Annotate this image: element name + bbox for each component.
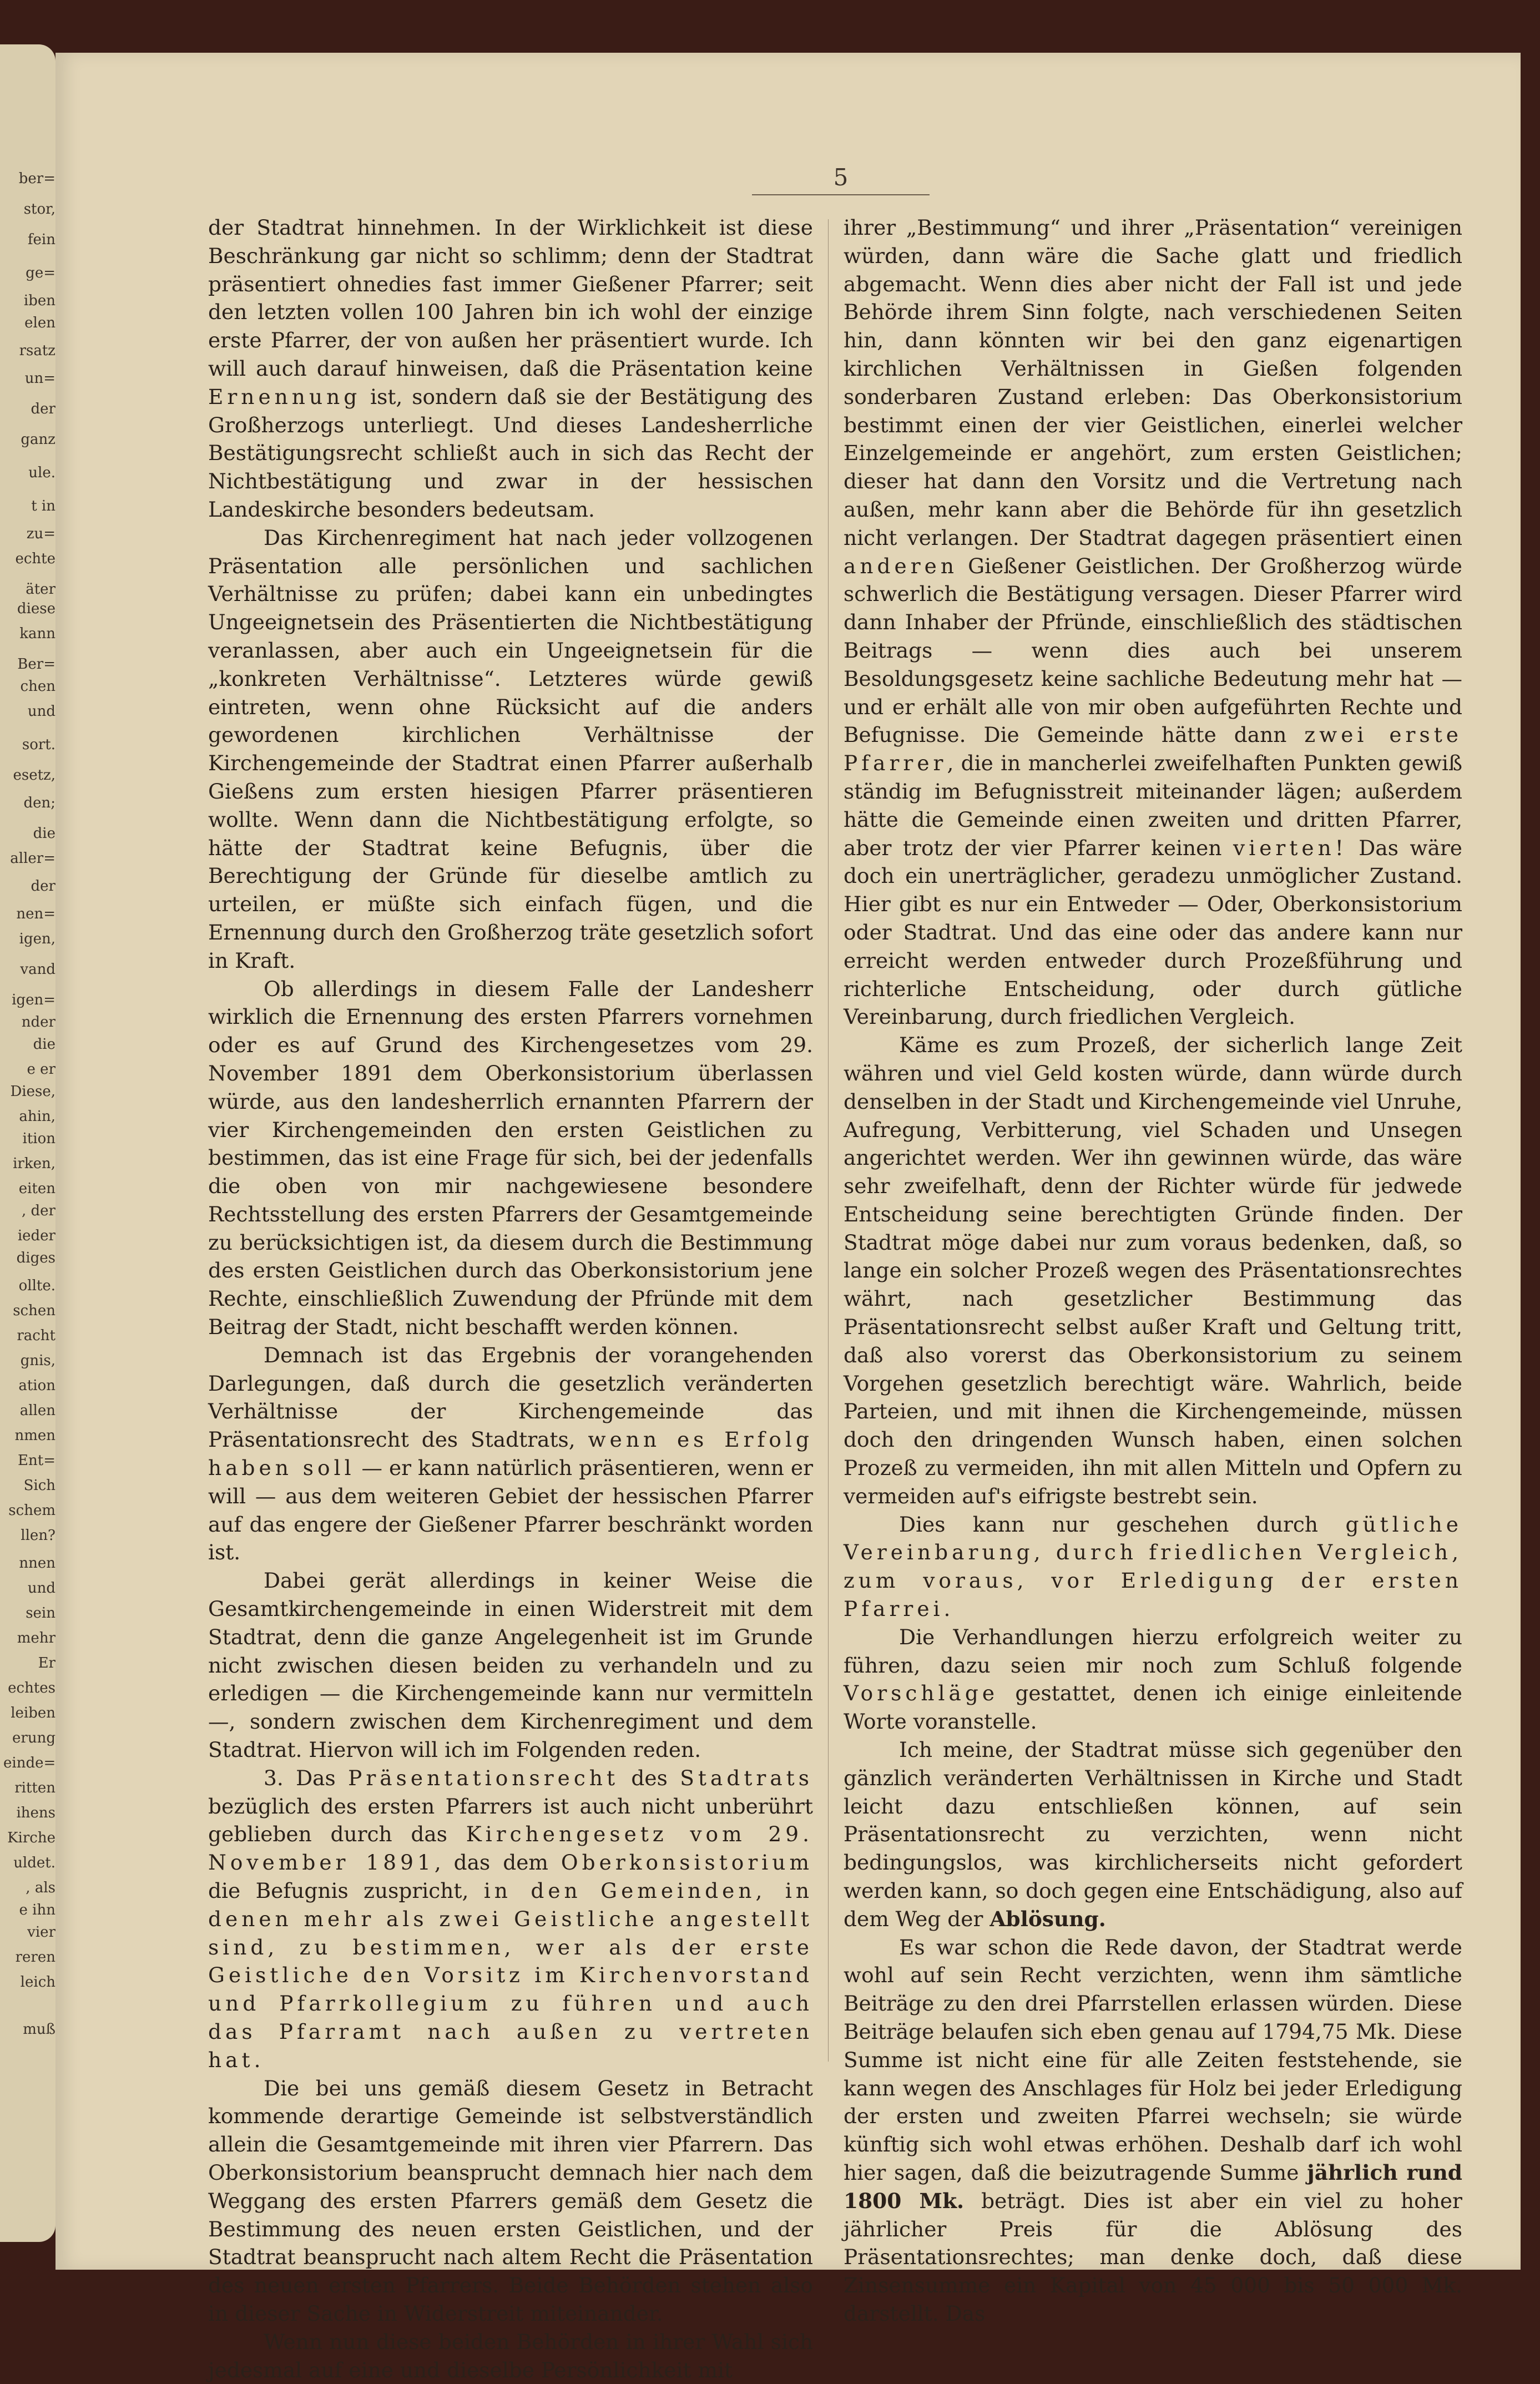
facing-page-fragment: die — [33, 1036, 55, 1053]
facing-page-fragment: zu= — [26, 526, 55, 542]
text-run: Es war schon die Rede davon, der Stadtrat werde wohl auf sein Recht verzichten, wenn ihm sämtliche Beiträge zu den drei Pfarrstellen erlassen würden. Diese Beiträge belaufen sich eben genau auf 1794,75 Mk. Diese Summe ist nicht eine für alle Zeiten feststehende, sie kann wegen des Anschlages für Holz bei jeder Erledigung der ersten und zweiten Pfarrei wechseln; sie würde künftig sich wohl etwas erhöhen. Deshalb darf ich wohl hier sagen, daß die beizutragende Summe — [844, 1935, 1462, 2185]
facing-page-fragment: und — [27, 703, 55, 720]
facing-page-fragment: igen= — [12, 992, 55, 1008]
text-run: die Befugnis zuspricht, — [208, 1878, 484, 1903]
text-column-right — [844, 214, 1462, 2326]
facing-page-fragment: diges — [16, 1250, 55, 1266]
facing-page-fragment: nder — [21, 1014, 55, 1031]
text-run: gestattet, denen ich einige einleitende Worte voranstelle. — [844, 1681, 1462, 1734]
facing-page-fragment: erung — [12, 1730, 55, 1746]
facing-page-fragment: rsatz — [19, 342, 55, 359]
facing-page-fragment: chen — [20, 678, 55, 695]
facing-page-fragment: gnis, — [20, 1352, 55, 1369]
facing-page-fragment: ollte. — [18, 1277, 55, 1294]
facing-page-fragment: fein — [27, 231, 55, 248]
text-run: wenn es Erfolg haben soll — [208, 1427, 813, 1481]
facing-page-fragment: aller= — [10, 850, 55, 867]
facing-page-fragment: leiben — [11, 1705, 55, 1721]
text-run: , das dem — [434, 1850, 561, 1875]
facing-page-fragment: vier — [27, 1924, 55, 1941]
facing-page-fragment: Sich — [23, 1477, 55, 1494]
text-run: Käme es zum Prozeß, der sicherlich lange Zeit währen und viel Geld kosten würde, dann würde durch denselben in der Stadt und Kirchengemeinde viel Unruhe, Aufregung, Verbitterung, viel Schaden und Unsegen angerichtet werden. Wer ihn gewinnen würde, das wäre sehr zweifelhaft, denn der Richter würde für jedwede Entscheidung seine berechtigten Gründe finden. Der Stadtrat möge dabei nur zum voraus bedenken, daß, so lange ein solcher Prozeß wegen des Präsentationsrechtes währt, nach gesetzlicher Bestimmung das Präsentationsrecht selbst außer Kraft und Geltung tritt, daß also vorerst das Oberkonsistorium zu seinem Vorgehen gesetzlich berechtigt wäre. Wahrlich, beide Parteien, und mit ihnen die Kirchengemeinde, müssen doch den dringenden Wunsch haben, einen solchen Prozeß zu vermeiden, ihn mit allen Mitteln und Opfern zu vermeiden auf's eifrigste bestrebt sein. — [844, 1033, 1462, 1508]
text-run: Gießener Geistlichen. Der Großherzog würde schwerlich die Bestätigung versagen. Dieser Pfarrer wird dann Inhaber der Pfründe, einschließlich des städtischen Beitrags — wenn dies auch bei unserem Besoldungsgesetz keine sachliche Bedeutung mehr hat — und er erhält alle von mir oben aufgeführten Rechte und Befugnisse. Die Gemeinde hätte dann — [844, 553, 1462, 747]
text-run: anderen — [844, 553, 958, 578]
facing-page-fragment: un= — [24, 370, 55, 387]
text-run: beträgt. Dies ist aber ein viel zu hoher jährlicher Preis für die Ablösung des Präsentationsrechtes; man denke doch, daß diese Zinsensumme ein Kapital von 45 000 bis 50 000 Mk. darstellt. Das — [844, 2188, 1462, 2326]
text-run: der Stadtrat hinnehmen. In der Wirklichkeit ist diese Beschränkung gar nicht so schlimm; denn der Stadtrat präsentiert ohnedies fast immer Gießener Pfarrer; seit den letzten vollen 100 Jahren bin ich wohl der einzige erste Pfarrer, der von außen her präsentiert wurde. Ich will auch darauf hinweisen, daß die Präsentation keine — [208, 215, 813, 381]
facing-page-fragment: den; — [23, 795, 55, 811]
facing-page-fragment: einde= — [3, 1755, 55, 1771]
text-run: 3. Das — [264, 1765, 349, 1790]
facing-page-fragment: nen= — [16, 906, 55, 922]
text-run: in den Gemeinden, in denen mehr als zwei Geistliche angestellt sind, zu bestimmen, wer als der erste Geistliche den Vorsitz im Kirchenvorstand und Pfarrkollegium zu führen und auch das Pfarramt nach außen zu vertreten hat. — [208, 1878, 813, 2072]
facing-page-fragment: ritten — [14, 1780, 55, 1796]
text-run: ist, sondern daß sie der Bestätigung des Großherzogs unterliegt. Und dieses Landesherrliche Bestätigungsrecht schließt auch in sich das Recht der Nichtbestätigung und zwar in der hessischen Landeskirche besonders bedeutsam. — [208, 384, 813, 522]
text-run: Kirchengesetz vom 29. November 1891 — [208, 1822, 813, 1875]
paragraph — [208, 1764, 813, 2074]
text-run: Dies kann nur geschehen durch — [899, 1512, 1346, 1537]
text-run: Stadtrats — [680, 1765, 813, 1790]
facing-page-fragment: nmen — [14, 1427, 55, 1444]
facing-page-fragment: ganz — [21, 431, 55, 448]
page-number: 5 — [833, 164, 849, 191]
facing-page-fragment: reren — [15, 1949, 55, 1966]
facing-page-fragment: stor, — [23, 201, 55, 218]
facing-page-fragment: allen — [19, 1402, 55, 1419]
facing-page-fragment: e ihn — [19, 1902, 55, 1918]
facing-page-fragment: t in — [31, 498, 55, 514]
text-run: Präsentationsrecht — [348, 1765, 619, 1790]
text-run: Vorschläge — [844, 1681, 999, 1706]
facing-page-fragment: ule. — [28, 464, 55, 481]
facing-page-fragment: sort. — [22, 736, 55, 753]
text-run: Das wäre doch ein unerträglicher, geradezu unmöglicher Zustand. Hier gibt es nur ein Entweder — Oder, Oberkonsistorium oder Stadtrat. Und das eine oder das andere kann nur erreicht werden entweder durch Prozeßführung und richterliche Entscheidung, oder durch gütliche Vereinbarung, durch friedlichen Vergleich. — [844, 835, 1462, 1029]
paragraph — [208, 2328, 813, 2384]
paragraph — [208, 1341, 813, 1567]
facing-page-fragment: ahin, — [19, 1108, 55, 1125]
text-run: Oberkonsistorium — [561, 1850, 813, 1875]
facing-page-fragment: uldet. — [13, 1855, 55, 1871]
facing-page-fragment: elen — [24, 315, 55, 331]
facing-page-fragment: ation — [18, 1377, 55, 1394]
facing-page-fragment: Er — [38, 1655, 55, 1671]
paragraph — [208, 1567, 813, 1764]
text-run: jährlich rund 1800 Mk. — [844, 2160, 1462, 2213]
facing-page-fragment: Diese, — [10, 1083, 55, 1100]
facing-page-fragment: kann — [19, 625, 55, 642]
facing-page-fragment: ihens — [16, 1805, 55, 1821]
text-run: gütliche Vereinbarung, durch friedlichen Vergleich, zum voraus, vor Erledigung der ersten Pfarrei. — [844, 1512, 1462, 1622]
facing-page-fragment: , als — [26, 1880, 55, 1896]
facing-page-fragment: e er — [27, 1061, 55, 1078]
facing-page-edge — [0, 44, 55, 2242]
facing-page-fragment: diese — [17, 600, 55, 617]
paragraph — [844, 1623, 1462, 1736]
document-page — [55, 53, 1521, 2382]
text-run: ihrer „Bestimmung“ und ihrer „Präsentation“ vereinigen würden, dann wäre die Sache glatt und friedlich abgemacht. Wenn dies aber nicht der Fall ist und jede Behörde ihrem Sinn folgte, nach verschiedenen Seiten hin, dann könnten wir bei den ganz eigenartigen kirchlichen Verhältnissen in Gießen folgenden sonderbaren Zustand erleben: Das Oberkonsistorium bestimmt einen der vier Geistlichen, einerlei welcher Einzelgemeinde er angehört, zum ersten Geistlichen; dieser hat dann den Vorsitz und die Vertretung nach außen, mehr kann aber die Behörde für ihn gesetzlich nicht verlangen. Der Stadtrat dagegen präsentiert einen — [844, 215, 1462, 550]
facing-page-fragment: echtes — [8, 1680, 55, 1696]
facing-page-fragment: schem — [8, 1502, 55, 1519]
paragraph — [844, 214, 1462, 1031]
facing-page-fragment: muß — [23, 2021, 55, 2038]
text-run: bezüglich des ersten Pfarrers ist auch nicht unberührt geblieben durch das — [208, 1794, 813, 1847]
paragraph — [844, 1031, 1462, 1511]
facing-page-fragment: igen, — [19, 931, 55, 947]
text-run: Die bei uns gemäß diesem Gesetz in Betracht kommende derartige Gemeinde ist selbstverständlich allein die Gesamtgemeinde mit ihren vier Pfarrern. Das Oberkonsistorium beansprucht demnach hier nach dem Weggang des ersten Pfarrers gemäß dem Gesetz die Bestimmung des neuen ersten Geistlichen, und der Stadtrat beansprucht nach altem Recht die Präsentation des neuen ersten Pfarrers. Beide Behörden stehen also in dieser Sache in Widerstreit miteinander. — [208, 2075, 813, 2326]
facing-page-fragment: ieder — [17, 1228, 55, 1244]
paragraph — [844, 1511, 1462, 1623]
text-column-left — [208, 214, 813, 2382]
text-run: Das Kirchenregiment hat nach jeder vollzogenen Präsentation alle persönlichen und sachlichen Verhältnisse zu prüfen; dabei kann ein unbedingtes Ungeeignetsein des Präsentierten die Nichtbestätigung veranlassen, aber auch ein Ungeeignetsein für die „konkreten Verhältnisse“. Letzteres würde gewiß eintreten, wenn ohne Rücksicht auf die anders gewordenen kirchlichen Verhältnisse der Kirchengemeinde der Stadtrat einen Pfarrer außerhalb Gießens zum ersten hiesigen Pfarrer präsentieren wollte. Wenn dann die Nichtbestätigung erfolgte, so hätte der Stadtrat keine Befugnis, über die Berechtigung der Gründe für dieselbe amtlich zu urteilen, er müßte sich einfach fügen, und die Ernennung durch den Großherzog träte gesetzlich sofort in Kraft. — [208, 525, 813, 973]
text-run: zwei erste Pfarrer — [844, 723, 1462, 776]
facing-page-fragment: der — [31, 878, 55, 895]
text-run: des — [619, 1765, 680, 1790]
facing-page-fragment: echte — [15, 550, 55, 567]
facing-page-fragment: ber= — [18, 170, 55, 187]
text-run: Ernennung — [208, 384, 361, 409]
paragraph — [208, 2074, 813, 2328]
facing-page-fragment: schen — [13, 1302, 55, 1319]
column-divider — [828, 219, 829, 2062]
facing-page-fragment: nnen — [19, 1555, 55, 1572]
text-run: Die Verhandlungen hierzu erfolgreich weiter zu führen, dazu seien mir noch zum Schluß folgende — [844, 1624, 1462, 1678]
facing-page-fragment: äter — [26, 581, 55, 598]
facing-page-fragment: eiten — [18, 1180, 55, 1197]
text-run: — er kann natürlich präsentieren, wenn er will — aus dem weiteren Gebiet der hessischen Pfarrer auf das engere der Gießener Pfarrer beschränkt worden ist. — [208, 1456, 813, 1565]
facing-page-fragment: Ber= — [17, 656, 55, 673]
header-rule — [752, 194, 930, 195]
facing-page-fragment: mehr — [17, 1630, 55, 1646]
facing-page-fragment: racht — [17, 1327, 55, 1344]
facing-page-fragment: der — [31, 401, 55, 417]
facing-page-fragment: iben — [23, 292, 55, 309]
facing-page-fragment: llen? — [21, 1527, 55, 1544]
facing-page-fragment: und — [27, 1580, 55, 1597]
facing-page-fragment: die — [33, 825, 55, 842]
paragraph — [208, 524, 813, 975]
text-run: Ich meine, der Stadtrat müsse sich gegenüber den gänzlich veränderten Verhältnissen in Kirche und Stadt leicht dazu entschließen können, auf sein Präsentationsrecht zu verzichten, wenn nicht bedingungslos, was kirchlicherseits nicht gefordert werden kann, so doch gegen eine Entschädigung, also auf dem Weg der — [844, 1738, 1462, 1931]
paragraph — [208, 214, 813, 524]
facing-page-fragment: vand — [20, 961, 55, 978]
text-run: , die in mancherlei zweifelhaften Punkten gewiß ständig im Befugnisstreit miteinander lägen; außerdem hätte die Gemeinde einen zweiten und dritten Pfarrer, aber trotz der vier Pfarrer keinen — [844, 751, 1462, 860]
paragraph — [844, 1933, 1462, 2328]
text-run: vierten! — [1233, 835, 1347, 860]
facing-page-fragment: esetz, — [13, 767, 55, 784]
facing-page-fragment: Kirche — [7, 1830, 55, 1846]
facing-page-fragment: irken, — [13, 1155, 55, 1172]
text-run: Ob allerdings in diesem Falle der Landesherr wirklich die Ernennung des ersten Pfarrers vornehmen oder es auf Grund des Kirchengesetzes vom 29. November 1891 dem Oberkonsistorium überlassen würde, aus den landesherrlich ernannten Pfarrern der vier Kirchengemeinden den ersten Geistlichen zu bestimmen, das ist eine Frage für sich, bei der jedenfalls die oben von mir nachgewiesene besondere Rechtsstellung des ersten Pfarrers der Gesamtgemeinde zu berücksichtigen ist, da diesem durch die Bestimmung des ersten Geistlichen durch das Oberkonsistorium jene Rechte, einschließlich Zuwendung der Pfründe mit dem Beitrag der Stadt, nicht beschafft werden können. — [208, 976, 813, 1340]
text-run: Wenn nun diese beiden Behörden in ihrer Wahl sich jedesmal auf eine und dieselbe Persönlichkeit mit — [208, 2329, 813, 2382]
facing-page-fragment: Ent= — [18, 1452, 55, 1469]
text-run: Demnach ist das Ergebnis der vorangehenden Darlegungen, daß durch die gesetzlich veränderten Verhältnisse der Kirchengemeinde das Präsentationsrecht des Stadtrats, — [208, 1342, 813, 1452]
paragraph — [208, 975, 813, 1341]
paragraph — [844, 1736, 1462, 1933]
facing-page-fragment: , der — [22, 1203, 55, 1219]
facing-page-fragment: sein — [26, 1605, 55, 1622]
facing-page-fragment: leich — [20, 1974, 55, 1991]
text-run: Ablösung. — [989, 1906, 1106, 1931]
facing-page-fragment: ition — [22, 1130, 55, 1147]
facing-page-fragment: ge= — [26, 265, 55, 281]
text-run: Dabei gerät allerdings in keiner Weise die Gesamtkirchengemeinde in einen Widerstreit mit dem Stadtrat, denn die ganze Angelegenheit ist im Grunde nicht zwischen diesen beiden zu verhandeln und zu erledigen — die Kirchengemeinde kann nur vermitteln —, sondern zwischen dem Kirchenregiment und dem Stadtrat. Hiervon will ich im Folgenden reden. — [208, 1568, 813, 1762]
